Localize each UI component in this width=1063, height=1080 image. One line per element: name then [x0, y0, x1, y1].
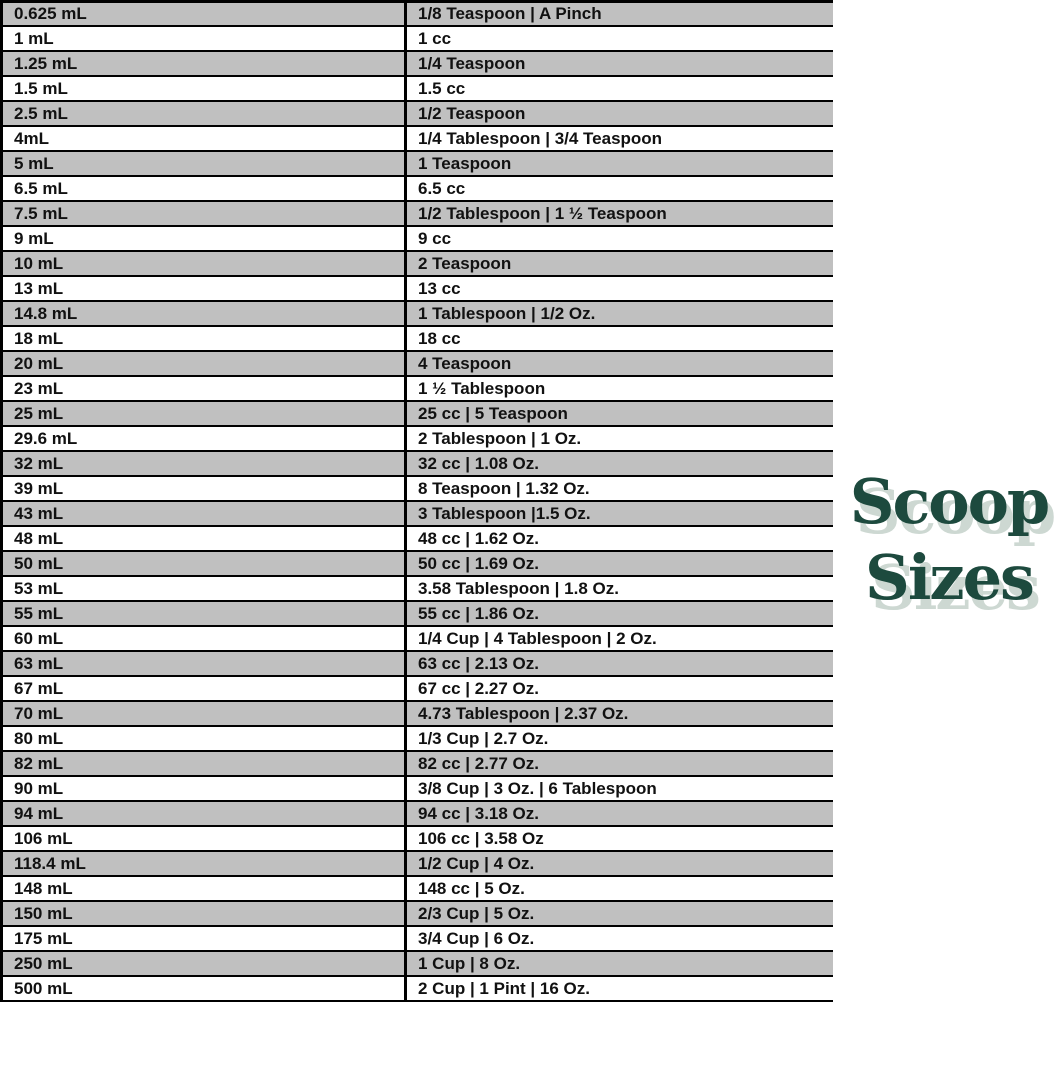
equivalent-cell: 1 cc: [404, 27, 833, 50]
table-row: [0, 877, 833, 902]
equivalent-cell: 3.58 Tablespoon | 1.8 Oz.: [404, 577, 833, 600]
scoop-sizes-logo: [836, 464, 1062, 616]
ml-cell: 2.5 mL: [0, 102, 404, 125]
equivalent-cell: 3/8 Cup | 3 Oz. | 6 Tablespoon: [404, 777, 833, 800]
table-row: [0, 952, 833, 977]
equivalent-cell: 1/2 Cup | 4 Oz.: [404, 852, 833, 875]
table-row: [0, 702, 833, 727]
ml-cell: 6.5 mL: [0, 177, 404, 200]
ml-cell: 53 mL: [0, 577, 404, 600]
ml-cell: 1 mL: [0, 27, 404, 50]
table-row: [0, 652, 833, 677]
table-row: [0, 0, 833, 27]
table-row: [0, 377, 833, 402]
ml-cell: 48 mL: [0, 527, 404, 550]
equivalent-cell: 1.5 cc: [404, 77, 833, 100]
equivalent-cell: 55 cc | 1.86 Oz.: [404, 602, 833, 625]
table-row: [0, 427, 833, 452]
equivalent-cell: 3 Tablespoon |1.5 Oz.: [404, 502, 833, 525]
table-row: [0, 177, 833, 202]
ml-cell: 175 mL: [0, 927, 404, 950]
table-row: [0, 277, 833, 302]
table-row: [0, 227, 833, 252]
ml-cell: 67 mL: [0, 677, 404, 700]
ml-cell: 43 mL: [0, 502, 404, 525]
ml-cell: 14.8 mL: [0, 302, 404, 325]
table-row: [0, 727, 833, 752]
table-row: [0, 777, 833, 802]
table-row: [0, 602, 833, 627]
table-row: [0, 752, 833, 777]
ml-cell: 9 mL: [0, 227, 404, 250]
equivalent-cell: 82 cc | 2.77 Oz.: [404, 752, 833, 775]
ml-cell: 4mL: [0, 127, 404, 150]
ml-cell: 20 mL: [0, 352, 404, 375]
equivalent-cell: 2/3 Cup | 5 Oz.: [404, 902, 833, 925]
equivalent-cell: 9 cc: [404, 227, 833, 250]
equivalent-cell: 1/2 Tablespoon | 1 ½ Teaspoon: [404, 202, 833, 225]
ml-cell: 82 mL: [0, 752, 404, 775]
ml-cell: 80 mL: [0, 727, 404, 750]
equivalent-cell: 3/4 Cup | 6 Oz.: [404, 927, 833, 950]
ml-cell: 70 mL: [0, 702, 404, 725]
table-row: [0, 977, 833, 1002]
table-row: [0, 627, 833, 652]
ml-cell: 60 mL: [0, 627, 404, 650]
logo-line-2: Sizes: [865, 541, 1033, 614]
ml-cell: 0.625 mL: [0, 3, 404, 25]
equivalent-cell: 106 cc | 3.58 Oz: [404, 827, 833, 850]
ml-cell: 1.25 mL: [0, 52, 404, 75]
table-row: [0, 102, 833, 127]
equivalent-cell: 63 cc | 2.13 Oz.: [404, 652, 833, 675]
ml-cell: 50 mL: [0, 552, 404, 575]
ml-cell: 39 mL: [0, 477, 404, 500]
equivalent-cell: 4.73 Tablespoon | 2.37 Oz.: [404, 702, 833, 725]
table-row: [0, 152, 833, 177]
table-row: [0, 577, 833, 602]
table-row: [0, 552, 833, 577]
table-row: [0, 77, 833, 102]
equivalent-cell: 32 cc | 1.08 Oz.: [404, 452, 833, 475]
ml-cell: 10 mL: [0, 252, 404, 275]
ml-cell: 7.5 mL: [0, 202, 404, 225]
equivalent-cell: 1/8 Teaspoon | A Pinch: [404, 3, 833, 25]
equivalent-cell: 1 Teaspoon: [404, 152, 833, 175]
ml-cell: 29.6 mL: [0, 427, 404, 450]
table-row: [0, 502, 833, 527]
table-row: [0, 202, 833, 227]
table-row: [0, 902, 833, 927]
equivalent-cell: 1/4 Teaspoon: [404, 52, 833, 75]
table-row: [0, 327, 833, 352]
equivalent-cell: 25 cc | 5 Teaspoon: [404, 402, 833, 425]
table-row: [0, 827, 833, 852]
table-row: [0, 452, 833, 477]
equivalent-cell: 1 Cup | 8 Oz.: [404, 952, 833, 975]
ml-cell: 500 mL: [0, 977, 404, 1000]
table-row: [0, 927, 833, 952]
ml-cell: 55 mL: [0, 602, 404, 625]
ml-cell: 5 mL: [0, 152, 404, 175]
ml-cell: 148 mL: [0, 877, 404, 900]
ml-cell: 25 mL: [0, 402, 404, 425]
equivalent-cell: 1/2 Teaspoon: [404, 102, 833, 125]
ml-cell: 150 mL: [0, 902, 404, 925]
table-row: [0, 302, 833, 327]
equivalent-cell: 1/4 Tablespoon | 3/4 Teaspoon: [404, 127, 833, 150]
ml-cell: 32 mL: [0, 452, 404, 475]
ml-cell: 250 mL: [0, 952, 404, 975]
equivalent-cell: 1 Tablespoon | 1/2 Oz.: [404, 302, 833, 325]
equivalent-cell: 67 cc | 2.27 Oz.: [404, 677, 833, 700]
equivalent-cell: 1/3 Cup | 2.7 Oz.: [404, 727, 833, 750]
equivalent-cell: 18 cc: [404, 327, 833, 350]
table-row: [0, 127, 833, 152]
equivalent-cell: 148 cc | 5 Oz.: [404, 877, 833, 900]
table-row: [0, 352, 833, 377]
equivalent-cell: 1/4 Cup | 4 Tablespoon | 2 Oz.: [404, 627, 833, 650]
equivalent-cell: 4 Teaspoon: [404, 352, 833, 375]
table-row: [0, 477, 833, 502]
equivalent-cell: 1 ½ Tablespoon: [404, 377, 833, 400]
table-row: [0, 527, 833, 552]
equivalent-cell: 13 cc: [404, 277, 833, 300]
ml-cell: 23 mL: [0, 377, 404, 400]
ml-cell: 63 mL: [0, 652, 404, 675]
ml-cell: 90 mL: [0, 777, 404, 800]
table-row: [0, 252, 833, 277]
equivalent-cell: 48 cc | 1.62 Oz.: [404, 527, 833, 550]
table-row: [0, 52, 833, 77]
table-row: [0, 27, 833, 52]
equivalent-cell: 2 Cup | 1 Pint | 16 Oz.: [404, 977, 833, 1000]
equivalent-cell: 2 Teaspoon: [404, 252, 833, 275]
equivalent-cell: 2 Tablespoon | 1 Oz.: [404, 427, 833, 450]
ml-cell: 118.4 mL: [0, 852, 404, 875]
table-row: [0, 677, 833, 702]
ml-cell: 106 mL: [0, 827, 404, 850]
equivalent-cell: 6.5 cc: [404, 177, 833, 200]
table-row: [0, 852, 833, 877]
table-row: [0, 802, 833, 827]
equivalent-cell: 94 cc | 3.18 Oz.: [404, 802, 833, 825]
ml-cell: 1.5 mL: [0, 77, 404, 100]
logo-line-1: Scoop: [849, 465, 1049, 538]
table-row: [0, 402, 833, 427]
ml-cell: 94 mL: [0, 802, 404, 825]
equivalent-cell: 50 cc | 1.69 Oz.: [404, 552, 833, 575]
ml-cell: 13 mL: [0, 277, 404, 300]
ml-cell: 18 mL: [0, 327, 404, 350]
equivalent-cell: 8 Teaspoon | 1.32 Oz.: [404, 477, 833, 500]
